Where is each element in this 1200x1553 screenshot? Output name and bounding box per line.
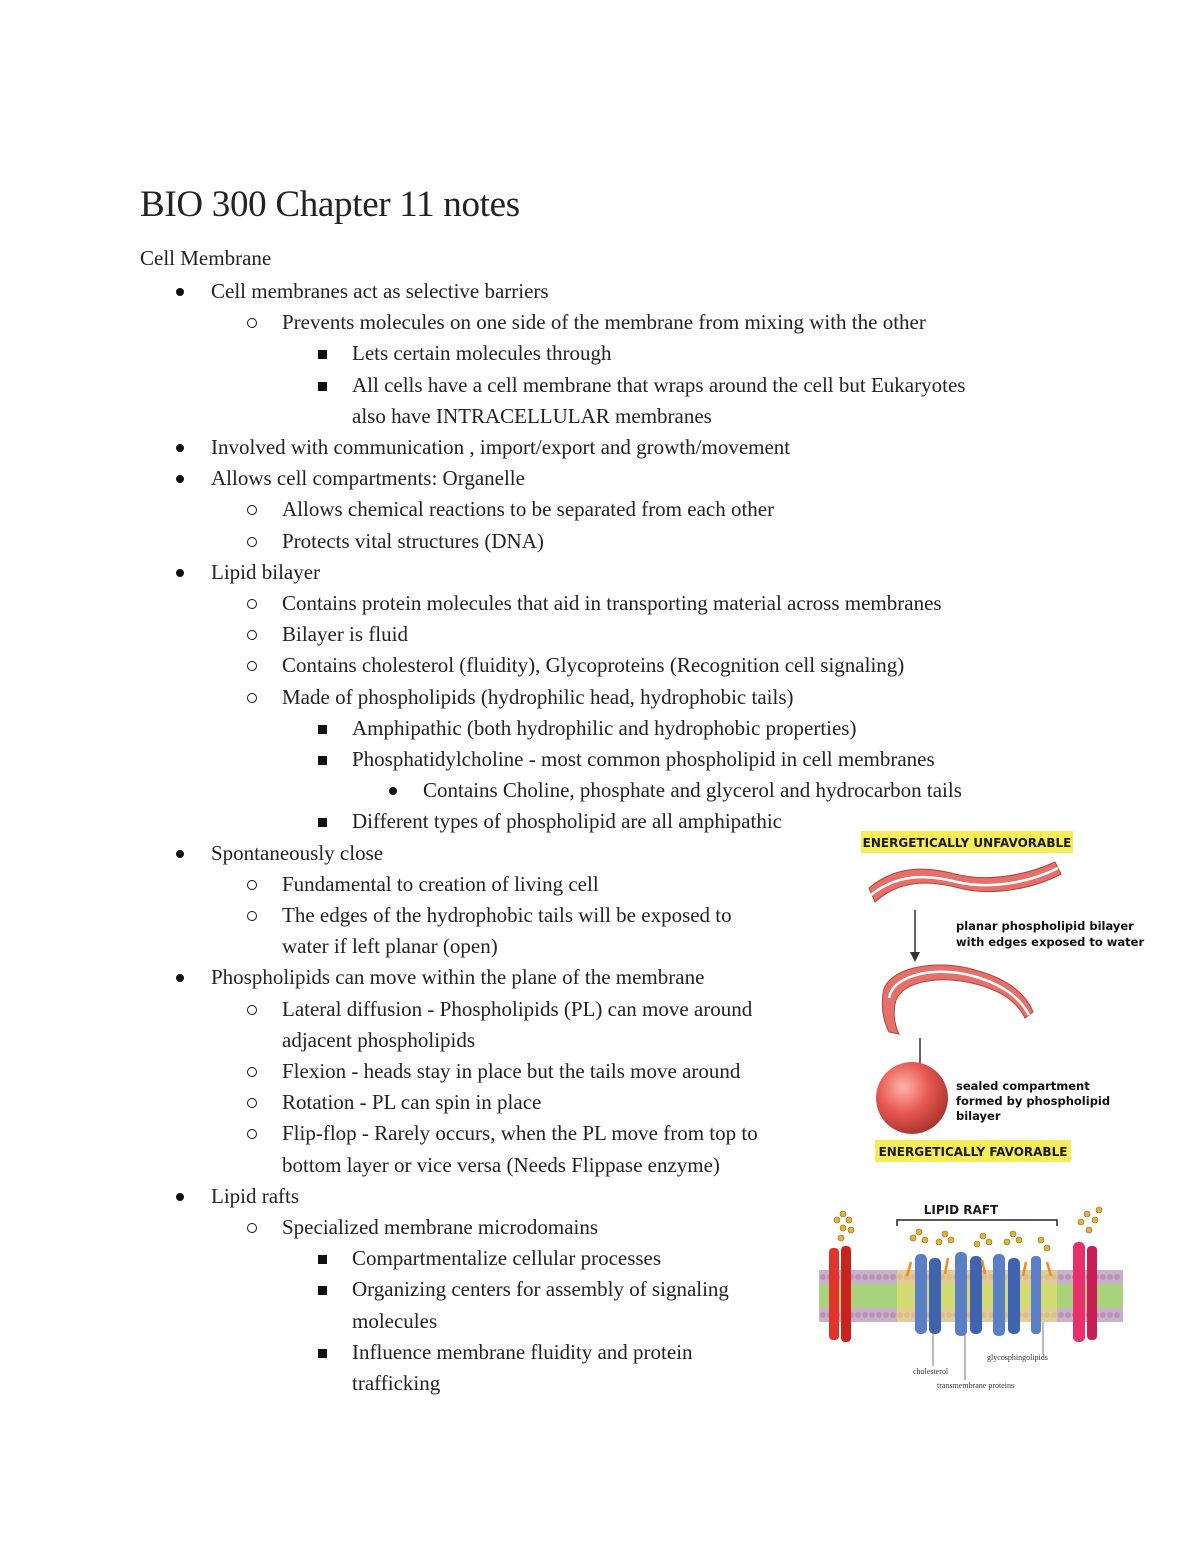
- lipid-head: [869, 1312, 875, 1318]
- hollow-bullet-icon: [247, 1129, 257, 1139]
- curved-bilayer-sheet: [882, 965, 1033, 1034]
- bullet-icon: [176, 569, 184, 577]
- note-text: Contains Choline, phosphate and glycerol and hydrocarbon tails: [423, 778, 962, 803]
- note-text: Flexion - heads stay in place but the tails move around: [282, 1059, 741, 1083]
- note-text: Contains cholesterol (fluidity), Glycoproteins (Recognition cell signaling): [282, 653, 905, 678]
- bullet-icon: [176, 444, 184, 452]
- lipid-head: [1107, 1274, 1113, 1280]
- lipid-head: [1100, 1312, 1106, 1318]
- favorable-label: ENERGETICALLY FAVORABLE: [878, 1145, 1068, 1159]
- sealed-label-3: bilayer: [956, 1109, 1001, 1123]
- lipid-head: [862, 1274, 868, 1280]
- pink-protein-1: [1073, 1242, 1085, 1342]
- lipid-raft-title: LIPID RAFT: [923, 1203, 999, 1217]
- note-text: Lets certain molecules through: [352, 341, 612, 366]
- hollow-bullet-icon: [247, 1223, 257, 1233]
- sealed-label-1: sealed compartment: [956, 1079, 1090, 1093]
- lipid-head: [883, 1312, 889, 1318]
- lipid-head: [855, 1274, 861, 1280]
- page-title: BIO 300 Chapter 11 notes: [140, 184, 520, 225]
- note-text: Allows chemical reactions to be separated from each other: [282, 497, 775, 522]
- square-bullet-icon: [318, 1349, 327, 1358]
- hollow-bullet-icon: [247, 1005, 257, 1015]
- arrow-1-head: [910, 952, 920, 962]
- note-text: Specialized membrane microdomains: [282, 1215, 599, 1239]
- sealed-compartment-sphere: [876, 1062, 948, 1134]
- note-text: Fundamental to creation of living cell: [282, 871, 599, 896]
- note-text: Lipid bilayer: [211, 559, 321, 584]
- note-text: Phosphatidylcholine - most common phospholipid in cell membranes: [352, 747, 935, 771]
- lipid-head: [1100, 1274, 1106, 1280]
- hollow-bullet-icon: [247, 318, 257, 328]
- note-text: Flip-flop - Rarely occurs, when the PL move from top to: [282, 1121, 758, 1146]
- lipid-head: [1065, 1274, 1071, 1280]
- lipid-raft-figure: [815, 1198, 1135, 1398]
- note-text: Bilayer is fluid: [282, 622, 408, 647]
- lipid-head: [1058, 1312, 1064, 1318]
- note-text: Allows cell compartments: Organelle: [211, 466, 525, 491]
- lipid-head: [1065, 1312, 1071, 1318]
- square-bullet-icon: [318, 382, 327, 391]
- note-text: Organizing centers for assembly of signaling: [352, 1277, 729, 1302]
- lipid-head: [820, 1312, 826, 1318]
- lipid-head: [1107, 1312, 1113, 1318]
- square-bullet-icon: [318, 818, 327, 827]
- bullet-icon: [176, 974, 184, 982]
- square-bullet-icon: [318, 1286, 327, 1295]
- lipid-head: [1114, 1312, 1120, 1318]
- lipid-head: [855, 1312, 861, 1318]
- bullet-icon: [176, 475, 184, 483]
- note-text: Contains protein molecules that aid in transporting material across membranes: [282, 591, 942, 615]
- lipid-head: [869, 1274, 875, 1280]
- sealed-label-2: formed by phospholipid: [956, 1094, 1111, 1108]
- lipid-head: [876, 1312, 882, 1318]
- note-text: Prevents molecules on one side of the membrane from mixing with the other: [282, 310, 926, 335]
- section-heading: Cell Membrane: [140, 246, 272, 270]
- note-text: adjacent phospholipids: [282, 1027, 476, 1052]
- hollow-bullet-icon: [247, 911, 257, 921]
- note-text: molecules: [352, 1308, 438, 1333]
- hollow-bullet-icon: [247, 505, 257, 515]
- note-text: Spontaneously close: [211, 840, 384, 865]
- glyco-label: glycosphingolipids: [987, 1353, 1048, 1362]
- unfavorable-label: ENERGETICALLY UNFAVORABLE: [862, 836, 1072, 850]
- note-text: The edges of the hydrophobic tails will be exposed to: [282, 903, 732, 927]
- lipid-head: [883, 1274, 889, 1280]
- note-text: Phospholipids can move within the plane of the membrane: [211, 965, 705, 990]
- note-text: Cell membranes act as selective barriers: [211, 279, 549, 303]
- transmembrane-label: transmembrane proteins: [937, 1381, 1015, 1390]
- square-bullet-icon: [318, 1255, 327, 1264]
- note-text: Influence membrane fluidity and protein: [352, 1339, 693, 1364]
- square-bullet-icon: [318, 350, 327, 359]
- bullet-icon: [176, 1193, 184, 1201]
- raft-bracket: [897, 1220, 1057, 1226]
- note-text: Protects vital structures (DNA): [282, 528, 544, 553]
- note-text: Made of phospholipids (hydrophilic head, hydrophobic tails): [282, 684, 794, 709]
- square-bullet-icon: [318, 756, 327, 765]
- pink-protein-2: [1087, 1246, 1097, 1340]
- lipid-head: [1114, 1274, 1120, 1280]
- lipid-head: [890, 1274, 896, 1280]
- hollow-bullet-icon: [247, 1067, 257, 1077]
- hollow-bullet-icon: [247, 880, 257, 890]
- planar-label-2: with edges exposed to water: [956, 935, 1145, 949]
- lipid-head: [1058, 1274, 1064, 1280]
- note-text: Compartmentalize cellular processes: [352, 1246, 662, 1271]
- lipid-head: [876, 1274, 882, 1280]
- note-text: Different types of phospholipid are all amphipathic: [352, 809, 782, 834]
- red-protein-1: [829, 1248, 839, 1340]
- bullet-icon: [389, 787, 397, 795]
- bullet-icon: [176, 288, 184, 296]
- hollow-bullet-icon: [247, 599, 257, 609]
- note-text: Lateral diffusion - Phospholipids (PL) can move around: [282, 996, 753, 1021]
- lipid-head: [862, 1312, 868, 1318]
- hollow-bullet-icon: [247, 537, 257, 547]
- bilayer-sealing-figure: [855, 826, 1145, 1166]
- square-bullet-icon: [318, 725, 327, 734]
- hollow-bullet-icon: [247, 661, 257, 671]
- hollow-bullet-icon: [247, 1098, 257, 1108]
- note-text: Lipid rafts: [211, 1183, 300, 1208]
- lipid-head: [820, 1274, 826, 1280]
- red-protein-2: [841, 1246, 851, 1342]
- hollow-bullet-icon: [247, 630, 257, 640]
- note-text: All cells have a cell membrane that wraps around the cell but Eukaryotes: [352, 372, 966, 397]
- note-text: trafficking: [352, 1371, 441, 1395]
- note-text: bottom layer or vice versa (Needs Flippase enzyme): [282, 1152, 720, 1177]
- planar-label-1: planar phospholipid bilayer: [956, 919, 1134, 933]
- bullet-icon: [176, 850, 184, 858]
- note-text: Involved with communication , import/export and growth/movement: [211, 435, 791, 459]
- note-text: water if left planar (open): [282, 934, 498, 959]
- note-text: also have INTRACELLULAR membranes: [352, 403, 712, 428]
- note-text: Rotation - PL can spin in place: [282, 1090, 542, 1115]
- lipid-head: [890, 1312, 896, 1318]
- note-text: Amphipathic (both hydrophilic and hydrophobic properties): [352, 715, 857, 740]
- cholesterol-label: cholesterol: [913, 1367, 949, 1376]
- hollow-bullet-icon: [247, 693, 257, 703]
